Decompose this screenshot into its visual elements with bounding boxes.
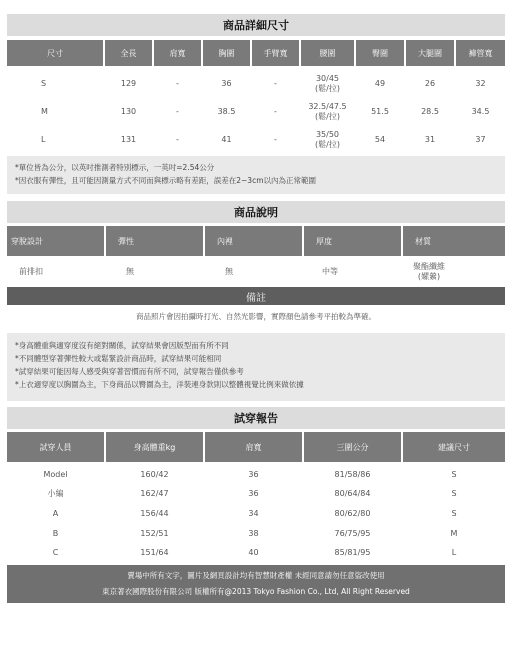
- size-cell: 41: [221, 135, 232, 144]
- report-cell: 38: [248, 529, 259, 538]
- report-cell: 81/58/86: [334, 470, 371, 479]
- report-cell: 160/42: [140, 470, 169, 479]
- size-header-cell: 肩寬: [154, 40, 201, 66]
- size-cell: -: [176, 79, 179, 88]
- size-cell: 34.5: [471, 107, 490, 116]
- size-cell: 37: [475, 135, 486, 144]
- size-header-cell: 全長: [105, 40, 152, 66]
- size-table-header: [7, 40, 505, 66]
- report-cell: L: [451, 548, 457, 557]
- desc-section-title: 商品說明: [7, 201, 505, 223]
- size-header-cell: 大腿圍: [406, 40, 454, 66]
- report-cell: S: [451, 489, 457, 498]
- size-section-title: 商品詳細尺寸: [7, 14, 505, 36]
- footer-company: 東京著衣國際股份有限公司 版權所有@2013 Tokyo Fashion Co., Ltd, All Right Reserved: [102, 587, 410, 596]
- size-cell: M: [41, 107, 48, 116]
- size-cell: 49: [374, 79, 386, 88]
- report-cell: 76/75/95: [334, 529, 371, 538]
- report-header-cell: 身高體重kg: [106, 432, 203, 462]
- size-cell: 35/50 (鬆/拉): [315, 130, 340, 149]
- report-cell: M: [450, 529, 458, 538]
- report-row: [7, 505, 505, 523]
- report-cell: 80/64/84: [334, 489, 371, 498]
- size-cell: 131: [120, 135, 137, 144]
- size-cell: 30/45 (鬆/拉): [315, 74, 340, 93]
- size-cell: 32: [475, 79, 486, 88]
- size-row-l: [7, 128, 505, 152]
- desc-cell: 聚酯纖維 (嫘縈): [413, 262, 445, 281]
- report-cell: Model: [43, 470, 68, 479]
- remark-caption: 商品照片會因拍攝時打光、自然光影響，實際顏色請參考平拍較為準確。: [136, 312, 376, 321]
- report-cell: 151/64: [140, 548, 169, 557]
- report-table-header: [7, 432, 505, 462]
- size-cell: -: [274, 107, 277, 116]
- size-cell: -: [176, 135, 179, 144]
- desc-header-cell: 材質: [403, 226, 505, 256]
- size-cell: 54: [374, 135, 386, 144]
- report-cell: 80/62/80: [334, 509, 371, 518]
- remark-note: *身高體重與適穿度沒有絕對關係，試穿結果會因版型而有所不同: [15, 341, 229, 350]
- remark-notes: [7, 333, 505, 401]
- report-cell: 85/81/95: [334, 548, 371, 557]
- size-cell: -: [274, 135, 277, 144]
- report-cell: 36: [248, 489, 259, 498]
- size-row-m: [7, 100, 505, 124]
- size-note: *因衣服有彈性，且可能因測量方式不同而與標示略有差距，誤差在2~3cm以內為正常範圍: [15, 176, 317, 185]
- remark-note: *不同體型穿著彈性較大或鬆緊設計商品時，試穿結果可能相同: [15, 354, 222, 363]
- report-header-cell: 試穿人員: [7, 432, 104, 462]
- report-header-cell: 建議尺寸: [403, 432, 505, 462]
- desc-cell: 無: [225, 267, 233, 276]
- report-cell: C: [52, 548, 59, 557]
- report-header-cell: 三圍公分: [304, 432, 401, 462]
- report-row: [7, 485, 505, 503]
- footer: [7, 565, 505, 603]
- size-cell: 129: [120, 79, 137, 88]
- desc-table-header: [7, 226, 505, 256]
- size-cell: 51.5: [371, 107, 389, 116]
- desc-cell: 中等: [322, 267, 338, 276]
- size-header-cell: 手臂寬: [252, 40, 299, 66]
- desc-header-cell: 穿脫設計: [7, 226, 104, 256]
- remark-note: *上衣適穿度以胸圍為主，下身商品以臀圍為主，洋裝連身款則以整體視覺比例來做依據: [15, 380, 304, 389]
- desc-header-cell: 內裡: [205, 226, 302, 256]
- desc-row: [7, 260, 505, 284]
- size-header-cell: 褲管寬: [456, 40, 505, 66]
- size-cell: 38.5: [217, 107, 236, 116]
- desc-cell: 無: [126, 267, 134, 276]
- remark-title: 備註: [7, 287, 505, 305]
- size-notes: [7, 156, 505, 194]
- size-cell: 36: [221, 79, 232, 88]
- report-cell: A: [52, 509, 59, 518]
- size-note: *單位皆為公分，以英吋推測者特別標示，一英吋=2.54公分: [15, 163, 215, 172]
- report-cell: 156/44: [140, 509, 169, 518]
- size-header-cell: 尺寸: [7, 40, 103, 66]
- report-cell: 40: [248, 548, 259, 557]
- size-header-cell: 腰圍: [301, 40, 354, 66]
- report-row: [7, 525, 505, 543]
- size-cell: 26: [424, 79, 436, 88]
- report-cell: B: [52, 529, 59, 538]
- report-cell: 162/47: [140, 489, 169, 498]
- size-cell: L: [41, 135, 46, 144]
- report-cell: S: [451, 509, 457, 518]
- size-cell: 130: [120, 107, 137, 116]
- size-cell: -: [274, 79, 277, 88]
- report-cell: 152/51: [140, 529, 169, 538]
- footer-copyright-notice: 賣場中所有文字，圖片及網頁設計均有智慧財產權 未經同意請勿任意盜改使用: [127, 571, 385, 580]
- size-cell: -: [176, 107, 179, 116]
- size-cell: 28.5: [421, 107, 439, 116]
- desc-cell: 前排扣: [19, 267, 43, 276]
- report-row: [7, 544, 505, 562]
- size-cell: 32.5/47.5 (鬆/拉): [308, 102, 347, 121]
- report-header-cell: 肩寬: [205, 432, 302, 462]
- size-cell: 31: [424, 135, 436, 144]
- size-row-s: [7, 72, 505, 96]
- desc-header-cell: 彈性: [106, 226, 203, 256]
- remark-note: *試穿結果可能因每人感受與穿著習慣而有所不同，試穿報告僅供參考: [15, 367, 244, 376]
- size-cell: S: [41, 79, 47, 88]
- report-section-title: 試穿報告: [7, 407, 505, 429]
- report-cell: 小編: [47, 489, 64, 498]
- size-header-cell: 胸圍: [203, 40, 250, 66]
- report-cell: S: [451, 470, 457, 479]
- report-cell: 34: [248, 509, 259, 518]
- size-header-cell: 臀圍: [356, 40, 404, 66]
- report-cell: 36: [248, 470, 259, 479]
- report-row: [7, 466, 505, 484]
- desc-header-cell: 厚度: [304, 226, 401, 256]
